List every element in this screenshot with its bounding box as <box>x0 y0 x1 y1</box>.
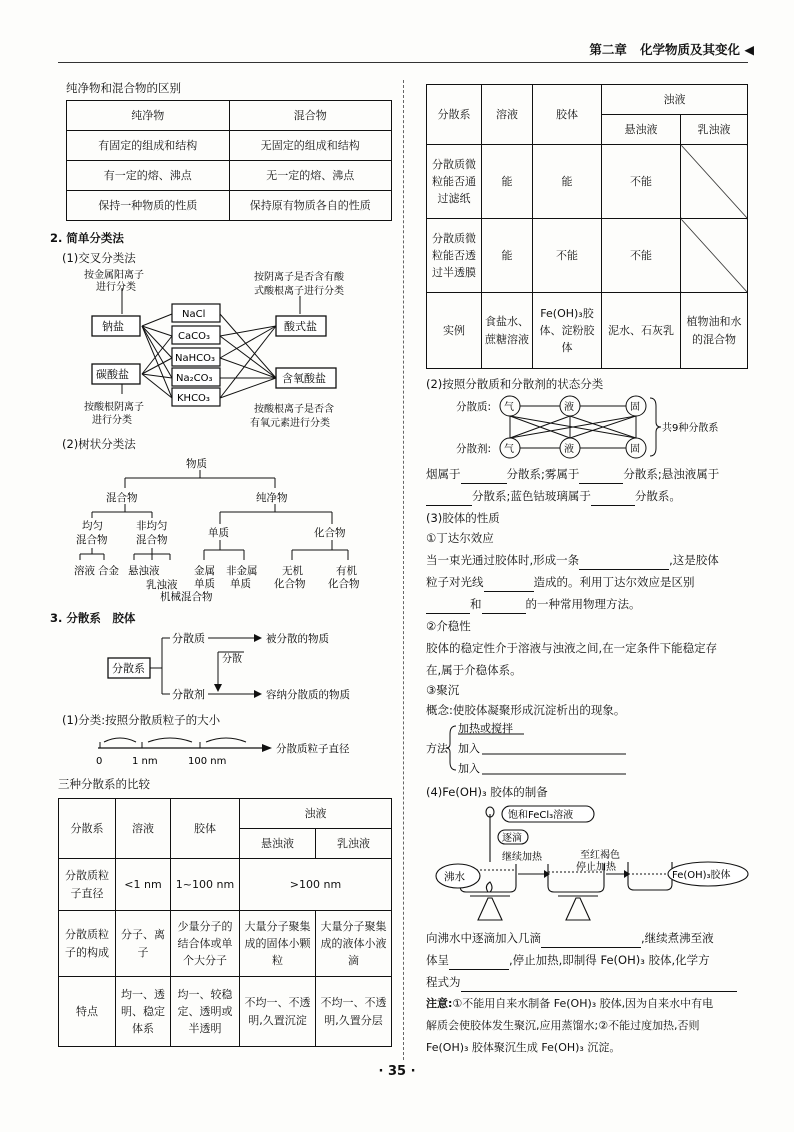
note-bl-1: 按酸根阴离子 <box>84 402 144 413</box>
label-nacl: NaCl <box>182 309 206 320</box>
para-text: ,继续煮沸至液 <box>641 931 714 945</box>
empty-diagonal-cell <box>681 219 748 293</box>
table-cell: 保持一种物质的性质 <box>67 191 230 221</box>
state-dispersoid: 分散质: <box>456 401 492 413</box>
prep-line3 <box>426 972 756 992</box>
axis-desc: 分散质粒子直径 <box>276 743 350 755</box>
leaf-solution-text: 溶液 <box>74 565 95 577</box>
table-cell: Fe(OH)₃胶体、淀粉胶体 <box>533 293 602 369</box>
table-header: 分散系 <box>59 799 116 859</box>
pure-mixture-table <box>66 100 392 221</box>
table-header: 胶体 <box>533 85 602 145</box>
leaf-nonmetal-1: 非金属 <box>226 565 258 577</box>
label-boiling-water: 沸水 <box>444 871 465 883</box>
label-caco3: CaCO₃ <box>178 331 210 342</box>
axis-label-100nm: 100 nm <box>188 756 227 767</box>
tyndall-line3 <box>426 594 756 614</box>
prep-note3: Fe(OH)₃ 胶体聚沉生成 Fe(OH)₃ 沉淀。 <box>426 1041 621 1054</box>
tree-root: 物质 <box>186 458 207 470</box>
compare-title: 三种分散系的比较 <box>58 777 150 791</box>
prep-title: (4)Fe(OH)₃ 胶体的制备 <box>426 785 548 799</box>
note-tl-1: 按金属阳离子 <box>84 270 144 281</box>
section3-title: 3. 分散系 胶体 <box>50 611 136 625</box>
state-fill-line2 <box>426 486 756 506</box>
state-solid-bottom: 固 <box>630 444 640 455</box>
chapter-header <box>589 40 754 58</box>
para-text: ,这是胶体 <box>669 553 719 567</box>
note-br-2: 有氧元素进行分类 <box>250 418 330 429</box>
table-cell: 无固定的组成和结构 <box>229 131 392 161</box>
table-cell: 不能 <box>533 219 602 293</box>
note-label: 注意: <box>426 997 453 1010</box>
table-cell: 能 <box>482 145 533 219</box>
column-divider <box>403 80 404 1060</box>
leaf-inorganic-1: 无机 <box>282 565 303 577</box>
method-label: 方法 <box>426 742 448 755</box>
fill-text: 分散系;蓝色钴玻璃属于 <box>472 489 591 503</box>
arrow-icon: ◀ <box>744 42 754 57</box>
label-continue-heat: 继续加热 <box>502 852 542 863</box>
label-nahco3: NaHCO₃ <box>175 353 215 364</box>
leaf-alloy-text: 合金 <box>98 565 119 577</box>
table-header: 悬浊液 <box>240 829 316 859</box>
colloid-title: (3)胶体的性质 <box>426 511 500 525</box>
table-cell: 均一、透明、稳定体系 <box>116 977 171 1047</box>
state-diagram <box>456 392 746 462</box>
para-text: 程式为 <box>426 975 461 989</box>
label-carbonate: 碳酸盐 <box>96 368 129 381</box>
label-medium: 分散剂 <box>172 688 205 701</box>
prep-line2 <box>426 950 756 970</box>
label-fecl3: 饱和FeCl₃溶液 <box>508 810 574 821</box>
chapter-label: 第二章 <box>589 42 627 57</box>
table-header: 乳浊液 <box>681 115 748 145</box>
coagulation-methods <box>426 718 646 780</box>
table-header: 纯净物 <box>67 101 230 131</box>
table-cell: 保持原有物质各自的性质 <box>229 191 392 221</box>
tree-hetero-1: 非均匀 <box>136 520 168 532</box>
state-fill-line1 <box>426 464 756 484</box>
metastable-line1: 胶体的稳定性介于溶液与浊液之间,在一定条件下能稳定存 <box>426 641 718 655</box>
note-tr-2: 式酸根离子进行分类 <box>254 286 344 297</box>
para-text: 体呈 <box>426 953 449 967</box>
tree-element: 单质 <box>208 527 229 539</box>
table-cell: 分散质微粒能否通过滤纸 <box>427 145 482 219</box>
tree-homo-2: 混合物 <box>76 534 108 546</box>
para-text: 的一种常用物理方法。 <box>525 597 641 611</box>
cross-title: (1)交叉分类法 <box>62 251 136 265</box>
state-medium: 分散剂: <box>456 443 492 455</box>
tyndall-line1 <box>426 550 756 570</box>
empty-diagonal-cell <box>681 145 748 219</box>
fill-text: 烟属于 <box>426 467 461 481</box>
table-cell: 食盐水、蔗糖溶液 <box>482 293 533 369</box>
para-text: 造成的。利用丁达尔效应是区别 <box>533 575 695 589</box>
filter-table <box>426 84 748 369</box>
leaf-suspension: 悬浊液 <box>128 565 160 577</box>
axis-label-0: 0 <box>96 756 103 767</box>
table-cell: 泥水、石灰乳 <box>602 293 681 369</box>
prep-line1 <box>426 928 756 948</box>
table-cell: 不均一、不透明,久置分层 <box>316 977 392 1047</box>
particle-size-axis <box>92 728 382 772</box>
label-fe-colloid: Fe(OH)₃胶体 <box>672 870 731 881</box>
leaf-inorganic-2: 化合物 <box>274 578 306 590</box>
table-header: 胶体 <box>171 799 240 859</box>
prep-note1 <box>426 994 756 1014</box>
table-cell: 实例 <box>427 293 482 369</box>
table-cell: 不能 <box>602 219 681 293</box>
table-cell: 分散质粒子直径 <box>59 859 116 911</box>
table-cell: 无一定的熔、沸点 <box>229 161 392 191</box>
label-split: 分散 <box>222 654 242 665</box>
para-text: 当一束光通过胶体时,形成一条 <box>426 553 580 567</box>
table-header: 混合物 <box>229 101 392 131</box>
desc-medium: 容纳分散质的物质 <box>266 689 350 701</box>
para-text: ,停止加热,即制得 Fe(OH)₃ 胶体,化学方 <box>509 953 710 967</box>
label-stop-heat: 停止加热 <box>576 862 616 873</box>
tree-pure: 纯净物 <box>256 492 288 504</box>
table-cell: >100 nm <box>240 859 392 911</box>
cross-classification-diagram <box>70 266 400 434</box>
fill-text: 分散系。 <box>634 489 681 503</box>
table-cell: 大量分子聚集成的固体小颗粒 <box>240 911 316 977</box>
label-dispersoid: 分散质 <box>172 632 205 645</box>
state-note: 共9种分散系 <box>662 423 719 434</box>
label-red-brown: 至红褐色 <box>580 850 620 861</box>
tree-homo-1: 均匀 <box>82 520 103 532</box>
section2-title: 2. 简单分类法 <box>50 231 124 245</box>
table-cell: 分散质微粒能否透过半透膜 <box>427 219 482 293</box>
table-cell: 分子、离子 <box>116 911 171 977</box>
table-cell: 能 <box>533 145 602 219</box>
table-header: 乳浊液 <box>316 829 392 859</box>
table-header: 溶液 <box>116 799 171 859</box>
table-header: 分散系 <box>427 85 482 145</box>
axis-title: (1)分类:按照分散质粒子的大小 <box>62 713 221 727</box>
table-header: 浊液 <box>602 85 748 115</box>
para-text: 向沸水中逐滴加入几滴 <box>426 931 541 945</box>
table-cell: 1~100 nm <box>171 859 240 911</box>
label-drop: 逐滴 <box>502 833 522 844</box>
axis-label-1nm: 1 nm <box>132 756 158 767</box>
state-liquid-top: 液 <box>564 402 574 413</box>
state-liquid-bottom: 液 <box>564 444 574 455</box>
tree-compound: 化合物 <box>314 527 346 539</box>
label-acid-salt: 酸式盐 <box>284 320 317 333</box>
tyndall-title: ①丁达尔效应 <box>426 531 494 545</box>
note-br-1: 按酸根离子是否含 <box>254 404 334 415</box>
para-text: ①不能用自来水制备 Fe(OH)₃ 胶体,因为自来水中有电 <box>452 997 714 1010</box>
page-number: · 35 · <box>378 1064 416 1079</box>
note-bl-2: 进行分类 <box>92 415 132 426</box>
tree-classification-diagram <box>70 454 390 602</box>
label-dispersion-system: 分散系 <box>112 662 145 675</box>
compare-table <box>58 798 392 1047</box>
table-cell: 分散质粒子的构成 <box>59 911 116 977</box>
table-cell: 有一定的熔、沸点 <box>67 161 230 191</box>
para-text: 粒子对光线 <box>426 575 484 589</box>
prep-note2: 解质会使胶体发生聚沉,应用蒸馏水;②不能过度加热,否则 <box>426 1019 700 1032</box>
table-cell: 植物油和水的混合物 <box>681 293 748 369</box>
leaf-metal-2: 单质 <box>194 578 215 590</box>
table-cell: 特点 <box>59 977 116 1047</box>
method-1: 加热或搅拌 <box>458 722 513 735</box>
leaf-organic-2: 化合物 <box>328 578 360 590</box>
pure-mixture-title: 纯净物和混合物的区别 <box>66 81 181 95</box>
chapter-title: 化学物质及其变化 <box>640 42 741 57</box>
method-3: 加入 <box>458 762 480 775</box>
note-tl-2: 进行分类 <box>96 282 136 293</box>
leaf-metal-1: 金属 <box>194 565 215 577</box>
table-cell: 有固定的组成和结构 <box>67 131 230 161</box>
leaf-mechanical: 机械混合物 <box>160 591 213 602</box>
coagulation-concept: 概念:使胶体凝聚形成沉淀析出的现象。 <box>426 703 626 717</box>
state-solid-top: 固 <box>630 402 640 413</box>
desc-dispersoid: 被分散的物质 <box>266 633 329 645</box>
table-cell: 不均一、不透明,久置沉淀 <box>240 977 316 1047</box>
label-na2co3: Na₂CO₃ <box>176 373 213 384</box>
state-gas-top: 气 <box>504 402 514 413</box>
tree-mixture: 混合物 <box>106 492 138 504</box>
coagulation-title: ③聚沉 <box>426 683 460 697</box>
header-rule <box>58 62 748 63</box>
table-cell: 不能 <box>602 145 681 219</box>
dispersion-diagram <box>104 628 364 710</box>
table-cell: <1 nm <box>116 859 171 911</box>
label-oxy-salt: 含氧酸盐 <box>282 372 326 385</box>
tree-hetero-2: 混合物 <box>136 534 168 546</box>
state-title: (2)按照分散质和分散剂的状态分类 <box>426 377 604 391</box>
leaf-alloy <box>98 564 119 577</box>
method-2: 加入 <box>458 742 480 755</box>
metastable-title: ②介稳性 <box>426 619 471 633</box>
fill-text: 分散系;悬浊液属于 <box>623 467 720 481</box>
leaf-solution <box>74 564 95 577</box>
table-header: 浊液 <box>240 799 392 829</box>
table-cell: 大量分子聚集成的液体小液滴 <box>316 911 392 977</box>
metastable-line2: 在,属于介稳体系。 <box>426 663 522 677</box>
leaf-organic-1: 有机 <box>336 565 357 577</box>
table-header: 溶液 <box>482 85 533 145</box>
table-cell: 均一、较稳定、透明或半透明 <box>171 977 240 1047</box>
leaf-emulsion: 乳浊液 <box>146 579 178 591</box>
label-khco3: KHCO₃ <box>177 393 210 404</box>
fill-text: 分散系;雾属于 <box>506 467 580 481</box>
table-cell: 少量分子的结合体或单个大分子 <box>171 911 240 977</box>
table-header: 悬浊液 <box>602 115 681 145</box>
state-gas-bottom: 气 <box>504 444 514 455</box>
note-tr-1: 按阴离子是否含有酸 <box>254 272 344 283</box>
leaf-nonmetal-2: 单质 <box>230 578 251 590</box>
para-text: 和 <box>470 597 482 611</box>
label-sodium-salt: 钠盐 <box>102 320 124 333</box>
tyndall-line2 <box>426 572 756 592</box>
prep-apparatus-diagram <box>430 804 750 924</box>
table-cell: 能 <box>482 219 533 293</box>
tree-title: (2)树状分类法 <box>62 437 136 451</box>
